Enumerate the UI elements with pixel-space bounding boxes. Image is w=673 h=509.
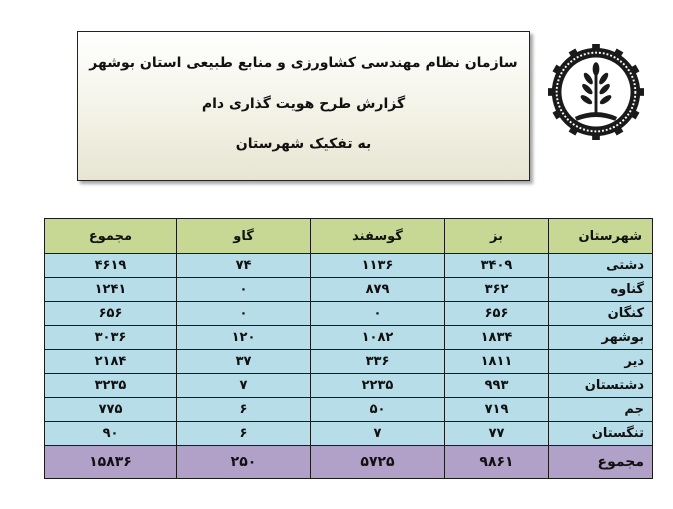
cell-cow: ۰	[177, 302, 311, 326]
report-subtitle: به تفکیک شهرستان	[235, 136, 372, 152]
cell-city: جم	[549, 398, 653, 422]
livestock-report-table	[44, 218, 653, 479]
cell-total-sheep: ۵۷۲۵	[311, 446, 445, 479]
table-row	[45, 350, 653, 374]
cell-total: ۶۵۶	[45, 302, 177, 326]
cell-city: تنگستان	[549, 422, 653, 446]
column-header-total: مجموع	[45, 219, 177, 254]
cell-total-cow: ۲۵۰	[177, 446, 311, 479]
table-row	[45, 254, 653, 278]
cell-cow: ۷	[177, 374, 311, 398]
cell-cow: ۱۲۰	[177, 326, 311, 350]
cell-goat: ۳۶۲	[445, 278, 549, 302]
cell-total: ۹۰	[45, 422, 177, 446]
table-row	[45, 302, 653, 326]
cell-total: ۳۲۳۵	[45, 374, 177, 398]
cell-total-label: مجموع	[549, 446, 653, 479]
cell-sheep: ۱۰۸۲	[311, 326, 445, 350]
cell-total: ۳۰۳۶	[45, 326, 177, 350]
table-row	[45, 374, 653, 398]
table-row	[45, 278, 653, 302]
cell-total-goat: ۹۸۶۱	[445, 446, 549, 479]
column-header-city: شهرستان	[549, 219, 653, 254]
cell-sheep: ۸۷۹	[311, 278, 445, 302]
table-total-row	[45, 446, 653, 479]
cell-sheep: ۵۰	[311, 398, 445, 422]
cell-goat: ۳۴۰۹	[445, 254, 549, 278]
cell-sheep: ۳۳۶	[311, 350, 445, 374]
cell-total: ۴۶۱۹	[45, 254, 177, 278]
cell-goat: ۷۱۹	[445, 398, 549, 422]
cell-sheep: ۲۲۳۵	[311, 374, 445, 398]
cell-cow: ۰	[177, 278, 311, 302]
cell-sheep: ۷	[311, 422, 445, 446]
report-title: گزارش طرح هویت گذاری دام	[201, 96, 406, 112]
organization-logo-icon	[548, 44, 644, 140]
cell-goat: ۱۸۳۴	[445, 326, 549, 350]
cell-total: ۲۱۸۴	[45, 350, 177, 374]
table-row	[45, 398, 653, 422]
column-header-cow: گاو	[177, 219, 311, 254]
cell-cow: ۶	[177, 422, 311, 446]
cell-sheep: ۱۱۳۶	[311, 254, 445, 278]
cell-goat: ۱۸۱۱	[445, 350, 549, 374]
cell-cow: ۶	[177, 398, 311, 422]
cell-city: بوشهر	[549, 326, 653, 350]
cell-city: دشتی	[549, 254, 653, 278]
table-row	[45, 422, 653, 446]
cell-city: کنگان	[549, 302, 653, 326]
cell-city: دشتستان	[549, 374, 653, 398]
cell-total: ۷۷۵	[45, 398, 177, 422]
cell-cow: ۳۷	[177, 350, 311, 374]
cell-city: دیر	[549, 350, 653, 374]
cell-cow: ۷۴	[177, 254, 311, 278]
report-title-box	[77, 31, 530, 181]
cell-goat: ۷۷	[445, 422, 549, 446]
cell-city: گناوه	[549, 278, 653, 302]
table-row	[45, 326, 653, 350]
cell-goat: ۹۹۳	[445, 374, 549, 398]
cell-sheep: ۰	[311, 302, 445, 326]
table-header-row	[45, 219, 653, 254]
column-header-goat: بز	[445, 219, 549, 254]
organization-name: سازمان نظام مهندسی کشاورزی و منابع طبیعی استان بوشهر	[89, 55, 518, 71]
column-header-sheep: گوسفند	[311, 219, 445, 254]
cell-grand-total: ۱۵۸۳۶	[45, 446, 177, 479]
cell-goat: ۶۵۶	[445, 302, 549, 326]
cell-total: ۱۲۴۱	[45, 278, 177, 302]
